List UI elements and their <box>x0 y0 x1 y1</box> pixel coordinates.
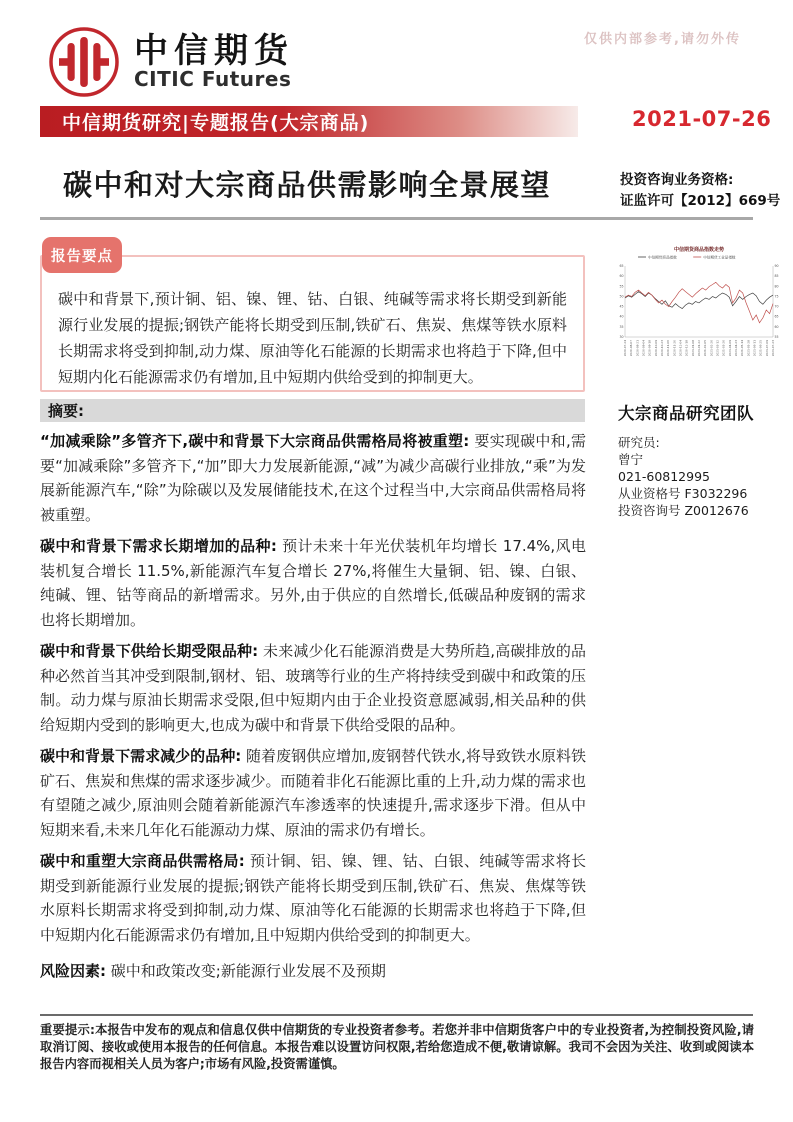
paragraph-body: 要实现碳中和,需要“加减乘除”多管齐下,“加”即大力发展新能源,“减”为减少高碳行业排放,“乘”为发展新能源汽车,“除”为除碳以及发展储能技术,在这个过程当中,大宗商品供需格局将被重塑。 <box>40 432 586 524</box>
svg-text:中信期货商品指数: 中信期货商品指数 <box>648 255 677 260</box>
chart-container <box>612 242 790 374</box>
svg-text:50: 50 <box>619 294 624 299</box>
risk-factors-line <box>40 959 586 984</box>
svg-text:65: 65 <box>619 264 624 268</box>
svg-text:30: 30 <box>619 335 624 339</box>
paragraph-body: 随着废钢供应增加,废钢替代铁水,将导致铁水原料铁矿石、焦炭和焦煤的需求逐步减少。而随着非化石能源比重的上升,动力煤的需求也有望随之减少,原油则会随着新能源汽车渗透率的快速提升,需求逐步下滑。但从中短期来看,未来几年化石能源动力煤、原油的需求仍有增长。 <box>40 747 587 839</box>
svg-text:2020-09-04: 2020-09-04 <box>641 340 646 357</box>
svg-text:40: 40 <box>619 314 624 319</box>
svg-text:2020-08-21: 2020-08-21 <box>635 340 640 357</box>
highlights-text: 碳中和背景下,预计铜、铝、镍、锂、钴、白银、纯碱等需求将长期受到新能源行业发展的提振;钢铁产能将长期受到压制,铁矿石、焦炭、焦煤等铁水原料长期需求将受到抑制,动力煤、原油等化石能源的长期需求也将趋于下降,但中短期内化石能源需求仍有增加,且中短期内供给受到的抑制更大。 <box>58 290 567 386</box>
commodity-index-chart <box>612 242 790 374</box>
svg-text:2021-03-12: 2021-03-12 <box>715 340 720 357</box>
svg-text:2021-06-11: 2021-06-11 <box>752 340 757 357</box>
paragraph-body: 预计铜、铝、镍、锂、钴、白银、纯碱等需求将长期受到新能源行业发展的提振;钢铁产能将长期受到压制,铁矿石、焦炭、焦煤等铁水原料长期需求将受到抑制,动力煤、原油等化石能源的长期需求也将趋于下降,但中短期内化石能源需求仍有增加,且中短期内供给受到的抑制更大。 <box>40 852 586 944</box>
svg-text:2020-10-09: 2020-10-09 <box>653 340 658 357</box>
svg-text:2021-04-23: 2021-04-23 <box>734 340 738 357</box>
team-title: 大宗商品研究团队 <box>618 404 754 423</box>
abstract-heading: 摘要: <box>48 402 84 420</box>
researcher-phone: 021-60812995 <box>618 469 710 484</box>
report-date: 2021-07-26 <box>632 107 772 131</box>
svg-text:2020-12-04: 2020-12-04 <box>678 340 683 357</box>
abstract-paragraphs <box>40 429 586 991</box>
qualification-block <box>620 170 780 212</box>
svg-text:中信期货商品指数走势: 中信期货商品指数走势 <box>673 247 725 253</box>
logo-text <box>134 30 294 92</box>
svg-text:2020-07-24: 2020-07-24 <box>623 340 627 357</box>
watermark-text: 仅供内部参考,请勿外传 <box>584 32 741 47</box>
svg-text:2021-01-22: 2021-01-22 <box>697 340 701 357</box>
researcher-name: 曾宁 <box>618 452 644 467</box>
paragraph-body: 预计未来十年光伏装机年均增长 17.4%,风电装机复合增长 11.5%,新能源汽车复合增长 27%,将催生大量铜、铝、镍、白银、纯碱、锂、钴等商品的新增需求。另外,由于供应的自然增长,低碳品种废钢的需求也将长期增加。 <box>40 537 586 629</box>
highlights-box <box>40 255 585 392</box>
paragraph-lead: 碳中和背景下需求减少的品种: <box>40 747 242 765</box>
footer-disclaimer: 重要提示:本报告中发布的观点和信息仅供中信期货的专业投资者参考。若您并非中信期货客户中的专业投资者,为控制投资风险,请取消订阅、接收或使用本报告的任何信息。本报告难以设置访问权限,若给您造成不便,敬请谅解。我司不会因为关注、收到或阅读本报告内容而视相关人员为客户;市场有风险,投资需谨慎。 <box>40 1023 754 1071</box>
svg-text:35: 35 <box>619 324 624 329</box>
abstract-heading-bar <box>40 399 585 422</box>
abstract-paragraph <box>40 744 586 842</box>
paragraph-lead: 碳中和背景下供给长期受限品种: <box>40 642 259 660</box>
highlights-tab: 报告要点 <box>42 237 122 273</box>
svg-text:90: 90 <box>774 264 779 268</box>
svg-text:45: 45 <box>619 304 624 309</box>
paragraph-lead: “加减乘除”多管齐下,碳中和背景下大宗商品供需格局将被重塑: <box>40 432 470 450</box>
abstract-paragraph <box>40 429 586 527</box>
svg-text:2020-10-23: 2020-10-23 <box>660 340 664 357</box>
svg-text:2021-04-09: 2021-04-09 <box>727 340 732 357</box>
report-type-banner <box>40 106 578 137</box>
svg-text:2021-05-28: 2021-05-28 <box>746 340 751 357</box>
svg-text:2020-08-07: 2020-08-07 <box>629 340 634 357</box>
logo-name-cn: 中信期货 <box>134 30 294 71</box>
abstract-paragraph <box>40 534 586 632</box>
company-logo <box>46 24 294 100</box>
svg-text:2021-01-08: 2021-01-08 <box>690 340 695 357</box>
svg-text:60: 60 <box>774 324 779 329</box>
svg-text:2021-07-23: 2021-07-23 <box>771 340 775 357</box>
practice-number: 从业资格号 F3032296 <box>618 486 748 501</box>
svg-text:85: 85 <box>774 274 779 279</box>
svg-text:2021-07-09: 2021-07-09 <box>764 340 769 357</box>
svg-text:55: 55 <box>619 284 624 289</box>
paragraph-body: 未来减少化石能源消费是大势所趋,高碳排放的品种必然首当其冲受到限制,钢材、铝、玻璃等行业的生产将持续受到碳中和政策的压制。动力煤与原油长期需求受限,但中短期内由于企业投资意愿减弱,相关品种的供给短期内受到的影响更大,也成为碳中和背景下供给受限的品种。 <box>40 642 586 734</box>
logo-name-en: CITIC Futures <box>134 67 292 92</box>
svg-text:80: 80 <box>774 284 779 289</box>
risk-body: 碳中和政策改变;新能源行业发展不及预期 <box>106 962 386 980</box>
svg-text:2020-11-06: 2020-11-06 <box>666 340 671 357</box>
svg-text:65: 65 <box>774 314 779 319</box>
qualification-label: 投资咨询业务资格: <box>620 172 734 188</box>
svg-text:60: 60 <box>619 274 624 279</box>
svg-text:2021-03-26: 2021-03-26 <box>721 340 726 357</box>
abstract-paragraph <box>40 849 586 947</box>
svg-text:70: 70 <box>774 304 779 309</box>
svg-text:75: 75 <box>774 294 779 299</box>
svg-text:2021-06-25: 2021-06-25 <box>758 340 763 357</box>
abstract-paragraph <box>40 639 586 737</box>
svg-text:55: 55 <box>774 335 779 339</box>
citic-logo-icon <box>46 24 122 100</box>
svg-text:2021-05-14: 2021-05-14 <box>740 340 745 357</box>
svg-text:2021-02-26: 2021-02-26 <box>709 340 714 357</box>
title-divider <box>40 217 753 220</box>
advisory-number: 投资咨询号 Z0012676 <box>618 503 749 518</box>
risk-lead: 风险因素: <box>40 962 106 980</box>
qualification-number: 证监许可【2012】669号 <box>620 193 781 209</box>
svg-text:2020-12-18: 2020-12-18 <box>684 340 689 357</box>
banner-label: 中信期货研究|专题报告(大宗商品) <box>62 112 370 134</box>
paragraph-lead: 碳中和背景下需求长期增加的品种: <box>40 537 277 555</box>
svg-text:2021-02-05: 2021-02-05 <box>703 340 708 357</box>
team-block <box>618 400 754 519</box>
svg-text:2020-11-20: 2020-11-20 <box>672 340 677 357</box>
paragraph-lead: 碳中和重塑大宗商品供需格局: <box>40 852 245 870</box>
svg-text:2020-09-18: 2020-09-18 <box>647 340 652 357</box>
footer-divider <box>40 1014 753 1016</box>
svg-text:中信期货工业品指数: 中信期货工业品指数 <box>703 255 736 260</box>
researcher-label: 研究员: <box>618 435 660 450</box>
page-title: 碳中和对大宗商品供需影响全景展望 <box>63 168 552 202</box>
